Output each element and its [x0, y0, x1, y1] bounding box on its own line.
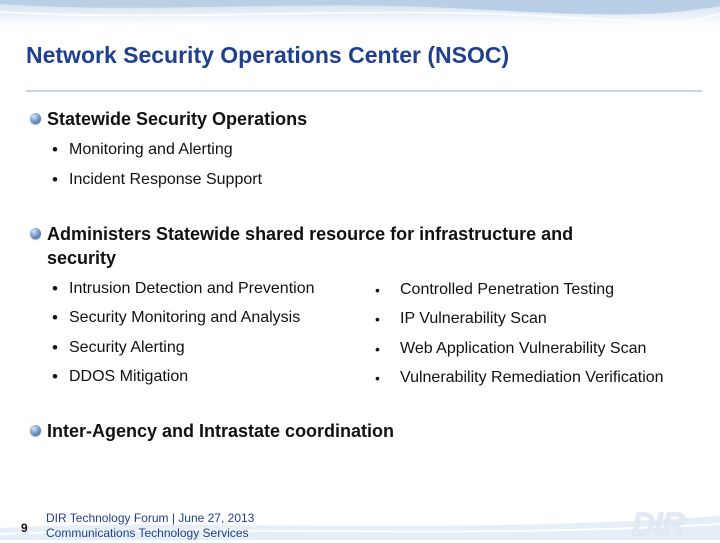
bullet-mark-icon: • — [52, 338, 58, 357]
bullet-mark-icon: • — [375, 341, 380, 357]
bullet-mark-icon: • — [375, 370, 380, 386]
sub-bullet-text: DDOS Mitigation — [69, 368, 189, 385]
bullet-text: Statewide Security Operations — [47, 109, 308, 129]
sub-bullet-text: IP Vulnerability Scan — [400, 310, 547, 327]
bullet-mark-icon: • — [52, 308, 58, 327]
sub-bullet-text: Incident Response Support — [69, 171, 263, 188]
header-band — [0, 0, 720, 26]
dir-logo: DIR — [632, 506, 685, 542]
footer-line-dept: Communications Technology Services — [46, 526, 249, 540]
bullet-icon — [30, 425, 41, 436]
bullet-mark-icon: • — [52, 140, 58, 159]
bullet-mark-icon: • — [52, 367, 58, 386]
sub-bullet-text: Security Alerting — [69, 339, 185, 356]
bullet-mark-icon: • — [52, 279, 58, 298]
header-wave-graphic — [0, 0, 720, 26]
bullet-mark-icon: • — [375, 311, 380, 327]
bullet-icon — [30, 113, 41, 124]
bullet-text: Inter-Agency and Intrastate coordination — [47, 421, 395, 441]
bullet-mark-icon: • — [52, 170, 58, 189]
sub-bullet-text: Security Monitoring and Analysis — [69, 309, 301, 326]
title-divider — [26, 90, 702, 92]
sub-bullet-text: Monitoring and Alerting — [69, 141, 233, 158]
slide-title: Network Security Operations Center (NSOC) — [26, 42, 510, 68]
bullet-mark-icon: • — [375, 282, 380, 298]
bullet-text: Administers Statewide shared resource for infrastructure and security — [47, 224, 574, 268]
footer-text — [46, 511, 254, 541]
sub-bullet-text: Web Application Vulnerability Scan — [400, 340, 647, 357]
sub-bullet-text: Controlled Penetration Testing — [400, 281, 615, 298]
page-number: 9 — [21, 521, 28, 535]
sub-bullet-text: Intrusion Detection and Prevention — [69, 280, 315, 297]
sub-bullet-text: Vulnerability Remediation Verification — [400, 369, 664, 386]
bullet-icon — [30, 228, 41, 239]
footer-line-event: DIR Technology Forum | June 27, 2013 — [46, 511, 255, 525]
